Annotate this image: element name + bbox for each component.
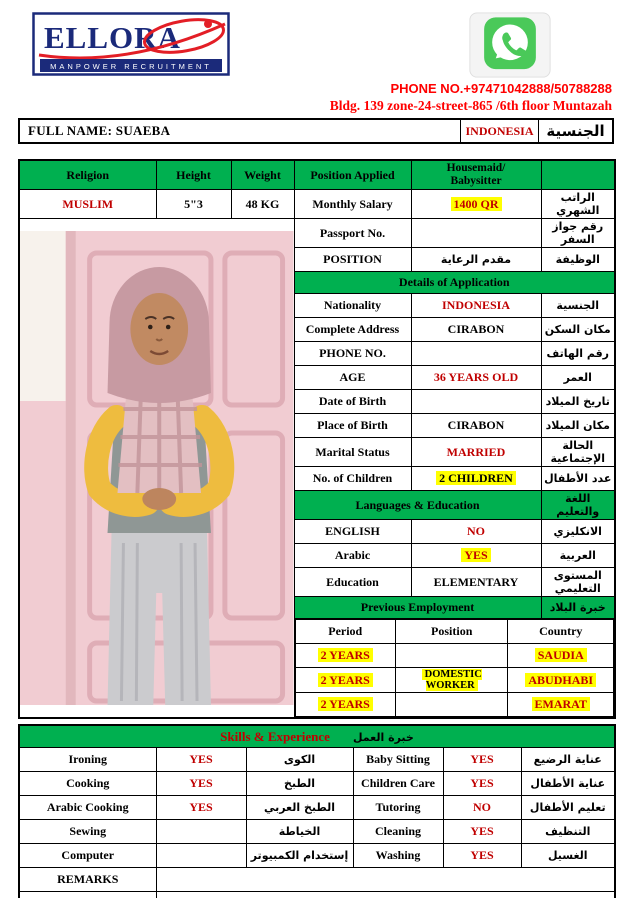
- employment-table: [295, 619, 615, 717]
- employment-position-2-value: DOMESTIC WORKER: [422, 669, 482, 691]
- nationality-arabic-cell: الجنسية: [541, 294, 615, 318]
- skill-tutoring-value: NO: [443, 795, 521, 819]
- skill-computer-label: Computer: [19, 843, 156, 867]
- skill-sewing-value: [156, 819, 246, 843]
- arabic-label: Arabic: [294, 544, 411, 568]
- education-label: Education: [294, 568, 411, 597]
- skills-table: [18, 724, 616, 898]
- weight-value: 48 KG: [231, 190, 294, 219]
- address-label: Complete Address: [294, 318, 411, 342]
- employment-country-2-value: ABUDHABI: [525, 673, 596, 687]
- age-label: AGE: [294, 366, 411, 390]
- address-value: CIRABON: [411, 318, 541, 342]
- employment-country-1: [508, 644, 614, 668]
- logo-wordmark: ELLORA: [44, 20, 181, 55]
- phone-value: [411, 342, 541, 366]
- education-arabic: المستوى التعليمي: [541, 568, 615, 597]
- children-value-cell: [411, 467, 541, 491]
- position-line1: Housemaid/: [446, 162, 506, 174]
- full-name-row: [18, 118, 614, 144]
- salary-value-cell: [411, 190, 541, 219]
- skill-cleaning-value: YES: [443, 819, 521, 843]
- position-applied-header: Position Applied: [294, 160, 411, 190]
- dob-label: Date of Birth: [294, 390, 411, 414]
- position-value: مقدم الرعاية: [411, 248, 541, 272]
- employment-country-2: [508, 668, 614, 693]
- employment-period-3-value: 2 YEARS: [318, 697, 373, 711]
- skill-babysitting-label: Baby Sitting: [353, 747, 443, 771]
- pob-label: Place of Birth: [294, 414, 411, 438]
- skill-sewing-arabic: الخياطة: [246, 819, 353, 843]
- passport-arabic: رقم جواز السفر: [541, 219, 615, 248]
- skill-cooking-value: YES: [156, 771, 246, 795]
- age-value: 36 YEARS OLD: [411, 366, 541, 390]
- salary-arabic: الراتب الشهري: [541, 190, 615, 219]
- skill-arabiccooking-arabic: الطبخ العربي: [246, 795, 353, 819]
- skill-computer-value: [156, 843, 246, 867]
- skill-washing-label: Washing: [353, 843, 443, 867]
- salary-value: 1400 QR: [451, 197, 502, 211]
- marital-value: MARRIED: [411, 438, 541, 467]
- dob-arabic: تاريخ الميلاد: [541, 390, 615, 414]
- remarks-label: REMARKS: [19, 867, 156, 891]
- logo-tagline: MANPOWER RECRUITMENT: [50, 62, 212, 71]
- nationality-badge: INDONESIA: [460, 120, 538, 142]
- arabic-arabic: العربية: [541, 544, 615, 568]
- skill-ironing-label: Ironing: [19, 747, 156, 771]
- office-address: Bldg. 139 zone-24-street-865 /6th floor Muntazah: [329, 98, 612, 113]
- skill-sewing-label: Sewing: [19, 819, 156, 843]
- document-header: [18, 12, 614, 78]
- skill-tutoring-label: Tutoring: [353, 795, 443, 819]
- skill-washing-value: YES: [443, 843, 521, 867]
- passport-value: [411, 219, 541, 248]
- whatsapp-badge: [468, 12, 552, 83]
- nationality-value: INDONESIA: [411, 294, 541, 318]
- english-arabic: الانكليزي: [541, 520, 615, 544]
- employment-country-3: [508, 693, 614, 717]
- skill-ironing-value: YES: [156, 747, 246, 771]
- employment-position-2: [395, 668, 508, 693]
- english-label: ENGLISH: [294, 520, 411, 544]
- skill-childrencare-label: Children Care: [353, 771, 443, 795]
- skills-section-header: [19, 725, 615, 747]
- skill-computer-arabic: إستخدام الكمبيوتر: [246, 843, 353, 867]
- applicant-photo-image: [20, 231, 294, 705]
- employment-country-1-value: SAUDIA: [535, 648, 587, 662]
- pob-arabic: مكان الميلاد: [541, 414, 615, 438]
- religion-value: MUSLIM: [19, 190, 156, 219]
- remarks-value: [156, 867, 615, 891]
- height-header: Height: [156, 160, 231, 190]
- skill-tutoring-arabic: تعليم الأطفال: [521, 795, 615, 819]
- age-arabic: العمر: [541, 366, 615, 390]
- employment-period-1-value: 2 YEARS: [318, 648, 373, 662]
- employment-period-2-value: 2 YEARS: [318, 673, 373, 687]
- skill-childrencare-value: YES: [443, 771, 521, 795]
- position-label: POSITION: [294, 248, 411, 272]
- skill-washing-arabic: الغسيل: [521, 843, 615, 867]
- dob-value: [411, 390, 541, 414]
- passport-label: Passport No.: [294, 219, 411, 248]
- height-value: 5"3: [156, 190, 231, 219]
- arabic-value: YES: [461, 548, 490, 562]
- skill-cleaning-arabic: التنظيف: [521, 819, 615, 843]
- top-empty-cell: [541, 160, 615, 190]
- skill-cooking-arabic: الطبخ: [246, 771, 353, 795]
- nationality-arabic: الجنسية: [538, 120, 612, 142]
- logo-dot: [204, 20, 212, 28]
- skill-childrencare-arabic: عناية الأطفال: [521, 771, 615, 795]
- pob-value: CIRABON: [411, 414, 541, 438]
- weight-header: Weight: [231, 160, 294, 190]
- position-line2: Babysitter: [450, 175, 502, 188]
- position-applied-value: [411, 160, 541, 190]
- marital-arabic: الحالة الإجتماعية: [541, 438, 615, 467]
- phone-arabic: رقم الهاتف: [541, 342, 615, 366]
- languages-section-header: Languages & Education: [294, 491, 541, 520]
- remarks-extra-left: [19, 891, 156, 898]
- applicant-info-table: [18, 159, 616, 719]
- employment-col-period: Period: [295, 620, 395, 644]
- marital-label: Marital Status: [294, 438, 411, 467]
- employment-period-3: [295, 693, 395, 717]
- skill-arabiccooking-value: YES: [156, 795, 246, 819]
- education-value: ELEMENTARY: [411, 568, 541, 597]
- phone-number: PHONE NO.+97471042888/50788288: [390, 81, 612, 96]
- children-arabic: عدد الأطفال: [541, 467, 615, 491]
- children-value: 2 CHILDREN: [436, 471, 516, 485]
- whatsapp-icon: [468, 12, 552, 78]
- phone-label: PHONE NO.: [294, 342, 411, 366]
- applicant-photo: [19, 219, 294, 719]
- employment-position-3: [395, 693, 508, 717]
- contact-block: [18, 80, 614, 114]
- skill-babysitting-arabic: عناية الرضيع: [521, 747, 615, 771]
- skills-section-arabic: خبرة العمل: [352, 730, 414, 744]
- position-arabic: الوظيفة: [541, 248, 615, 272]
- skill-ironing-arabic: الكوى: [246, 747, 353, 771]
- remarks-extra-right: [156, 891, 615, 898]
- skills-section-title: Skills & Experience: [220, 728, 330, 744]
- languages-section-arabic: اللغة والتعليم: [541, 491, 615, 520]
- employment-table-cell: [294, 619, 615, 719]
- ellora-logo: [32, 12, 230, 76]
- skill-cooking-label: Cooking: [19, 771, 156, 795]
- skill-babysitting-value: YES: [443, 747, 521, 771]
- employment-col-country: Country: [508, 620, 614, 644]
- religion-header: Religion: [19, 160, 156, 190]
- english-value: NO: [411, 520, 541, 544]
- employment-position-1: [395, 644, 508, 668]
- arabic-value-cell: [411, 544, 541, 568]
- employment-period-1: [295, 644, 395, 668]
- salary-label: Monthly Salary: [294, 190, 411, 219]
- employment-section-arabic: خبرة البلاد: [541, 597, 615, 619]
- employment-country-3-value: EMARAT: [532, 697, 590, 711]
- skill-arabiccooking-label: Arabic Cooking: [19, 795, 156, 819]
- employment-col-position: Position: [395, 620, 508, 644]
- details-section-header: Details of Application: [294, 272, 615, 294]
- employment-section-header: Previous Employment: [294, 597, 541, 619]
- employment-period-2: [295, 668, 395, 693]
- full-name: FULL NAME: SUAEBA: [28, 123, 171, 138]
- children-label: No. of Children: [294, 467, 411, 491]
- skill-cleaning-label: Cleaning: [353, 819, 443, 843]
- nationality-label: Nationality: [294, 294, 411, 318]
- address-arabic: مكان السكن: [541, 318, 615, 342]
